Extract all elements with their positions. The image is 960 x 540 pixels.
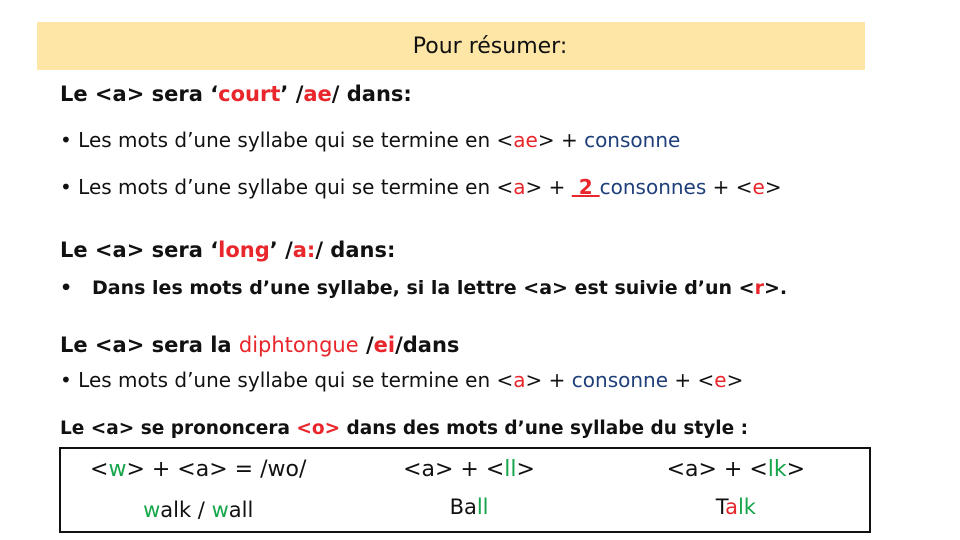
cell-highlight: ll [504,456,517,482]
bullet-text: > [726,368,744,392]
bullet-text: Dans les mots d’une syllabe, si la lettre <a> est suivie d’un < [92,277,755,299]
title-text: / dans: [315,238,396,262]
summary-header [37,22,865,70]
cell-text: all [228,498,254,522]
cell-text: Ba [449,495,477,519]
bullet-dot: • [60,175,79,199]
bullet-highlight: ae [513,128,538,152]
long-a-bullet-1 [60,277,787,299]
bullet-text: + < [706,175,753,199]
cell-text: alk / [160,498,212,522]
cell-text: T [715,495,726,519]
table-cell-example-ball [335,489,602,532]
cell-highlight: a [725,495,738,519]
bullet-text: Les mots d’une syllabe qui se termine en < [78,368,514,392]
cell-highlight: w [108,456,127,482]
diphthong-bullet-1 [60,368,743,392]
title-text: Le <a> se prononcera [60,418,297,439]
table-row [60,448,870,489]
title-text: Le <a> sera ‘ [60,238,219,262]
title-keyword: long [218,238,270,262]
title-keyword: <o> [296,418,341,439]
title-text: / dans: [331,82,412,106]
title-text: ’ / [280,82,304,106]
title-phoneme: ei [373,333,396,357]
title-text: Le <a> sera ‘ [60,82,219,106]
table-cell-rule-lk [603,448,870,489]
bullet-dot: • [60,277,92,299]
diphthong-title [60,333,459,357]
bullet-text: Les mots d’une syllabe qui se termine en < [78,175,514,199]
table-cell-example-walk [60,489,335,532]
bullet-text: > + [525,368,572,392]
title-text: / [358,333,374,357]
cell-highlight: w [211,498,229,522]
o-sound-title [60,418,748,439]
title-keyword: court [218,82,281,106]
bullet-consonant: consonne [584,128,681,152]
table-row [60,489,870,532]
long-a-title [60,238,395,262]
title-phoneme: ae [303,82,332,106]
bullet-consonant: consonne [571,368,669,392]
bullet-highlight: e [752,175,765,199]
cell-highlight: lk [767,456,787,482]
bullet-highlight: a [513,368,526,392]
table-cell-example-talk [603,489,870,532]
cell-text: < [90,456,109,482]
cell-text: > [516,456,535,482]
bullet-highlight: a [513,175,526,199]
short-a-bullet-1 [60,128,680,152]
title-text: /dans [395,333,460,357]
bullet-text: > + [525,175,572,199]
bullet-highlight: r [754,277,764,299]
cell-highlight: lk [737,495,756,519]
bullet-text: > + [537,128,585,152]
bullet-dot: • [60,368,79,392]
title-text: dans des mots d’une syllabe du style : [340,418,748,439]
header-title: Pour résumer: [412,34,568,59]
cell-text: > [786,456,806,482]
short-a-title [60,82,412,106]
bullet-text: + < [668,368,715,392]
title-phoneme: a: [292,238,316,262]
bullet-dot: • [60,128,79,152]
title-keyword: diphtongue [238,333,359,357]
bullet-consonant: consonnes [599,175,707,199]
table-cell-rule-ll [335,448,602,489]
bullet-text: Les mots d’une syllabe qui se termine en < [78,128,514,152]
cell-text: <a> + < [666,456,768,482]
table-cell-rule-w [60,448,335,489]
cell-text: <a> + < [403,456,505,482]
bullet-highlight: e [714,368,727,392]
cell-highlight: w [143,498,161,522]
bullet-text: >. [763,277,788,299]
bullet-number: 2 [571,175,600,199]
title-text: Le <a> sera la [60,333,239,357]
title-text: ’ / [269,238,293,262]
bullet-text: > [764,175,782,199]
cell-highlight: ll [476,495,489,519]
short-a-bullet-2 [60,175,782,199]
examples-table [59,447,871,533]
cell-text: > + <a> = /wo/ [126,456,307,482]
